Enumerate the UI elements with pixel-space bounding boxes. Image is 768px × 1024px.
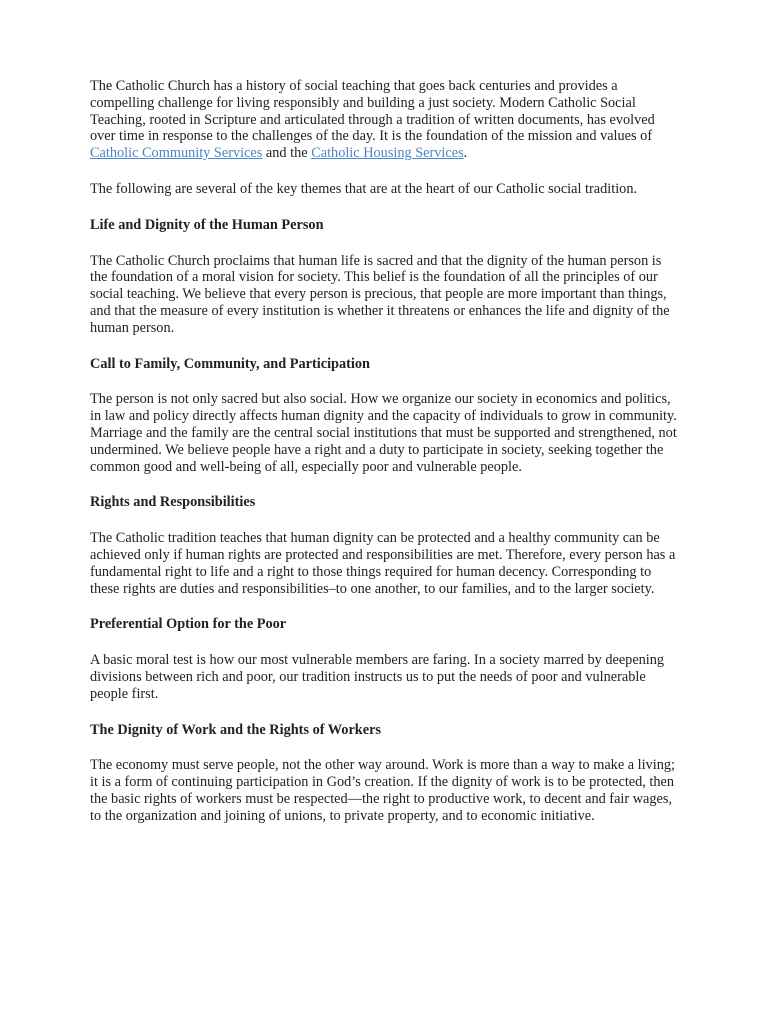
intro-end-text: . <box>463 145 468 162</box>
section-body-rights-responsibilities: The Catholic tradition teaches that human dignity can be protected and a healthy community can be achieved only if human rights are protected and responsibilities are met. Therefore, every person has a fundamental right to life and a right to those things required for human decency. Corresponding to these rights are duties and responsibilities–to one another, to our families, and to the larger society. <box>90 530 676 597</box>
themes-intro-paragraph: The following are several of the key themes that are at the heart of our Catholic social tradition. <box>90 180 638 197</box>
document-page <box>90 78 680 844</box>
catholic-housing-services-link[interactable]: Catholic Housing Services <box>311 145 464 162</box>
section-heading-family-community: Call to Family, Community, and Participation <box>90 355 370 372</box>
section-body-life-dignity: The Catholic Church proclaims that human life is sacred and that the dignity of the human person is the foundation of a moral vision for society. This belief is the foundation of all the principles of our social teaching. We believe that every person is precious, that people are more important than things, and that the measure of every institution is whether it threatens or enhances the life and dignity of the human person. <box>90 252 670 336</box>
section-body-dignity-of-work: The economy must serve people, not the other way around. Work is more than a way to make a living; it is a form of continuing participation in God’s creation. If the dignity of work is to be protected, then the basic rights of workers must be respected—the right to productive work, to decent and fair wages, to the organization and joining of unions, to private property, and to economic initiative. <box>90 757 675 824</box>
section-body-family-community: The person is not only sacred but also social. How we organize our society in economics and politics, in law and policy directly affects human dignity and the capacity of individuals to grow in community. Marriage and the family are the central social institutions that must be supported and strengthened, not undermined. We believe people have a right and a duty to participate in society, seeking together the common good and well-being of all, especially poor and vulnerable people. <box>90 391 677 475</box>
section-body-option-for-poor: A basic moral test is how our most vulnerable members are faring. In a society marred by deepening divisions between rich and poor, our tradition instructs us to put the needs of poor and vulnerable people first. <box>90 652 665 702</box>
catholic-community-services-link[interactable]: Catholic Community Services <box>90 145 263 162</box>
section-heading-life-dignity: Life and Dignity of the Human Person <box>90 216 324 233</box>
section-heading-option-for-poor: Preferential Option for the Poor <box>90 616 287 633</box>
intro-connector-text: and the <box>262 145 312 162</box>
intro-text: The Catholic Church has a history of social teaching that goes back centuries and provides a compelling challenge for living responsibly and building a just society. Modern Catholic Social Teaching, rooted in Scripture and articulated through a tradition of written documents, has evolved over time in response to the challenges of the day. It is the foundation of the mission and values of <box>90 78 655 145</box>
section-heading-rights-responsibilities: Rights and Responsibilities <box>90 494 256 511</box>
intro-paragraph <box>90 78 680 162</box>
section-heading-dignity-of-work: The Dignity of Work and the Rights of Workers <box>90 721 381 738</box>
